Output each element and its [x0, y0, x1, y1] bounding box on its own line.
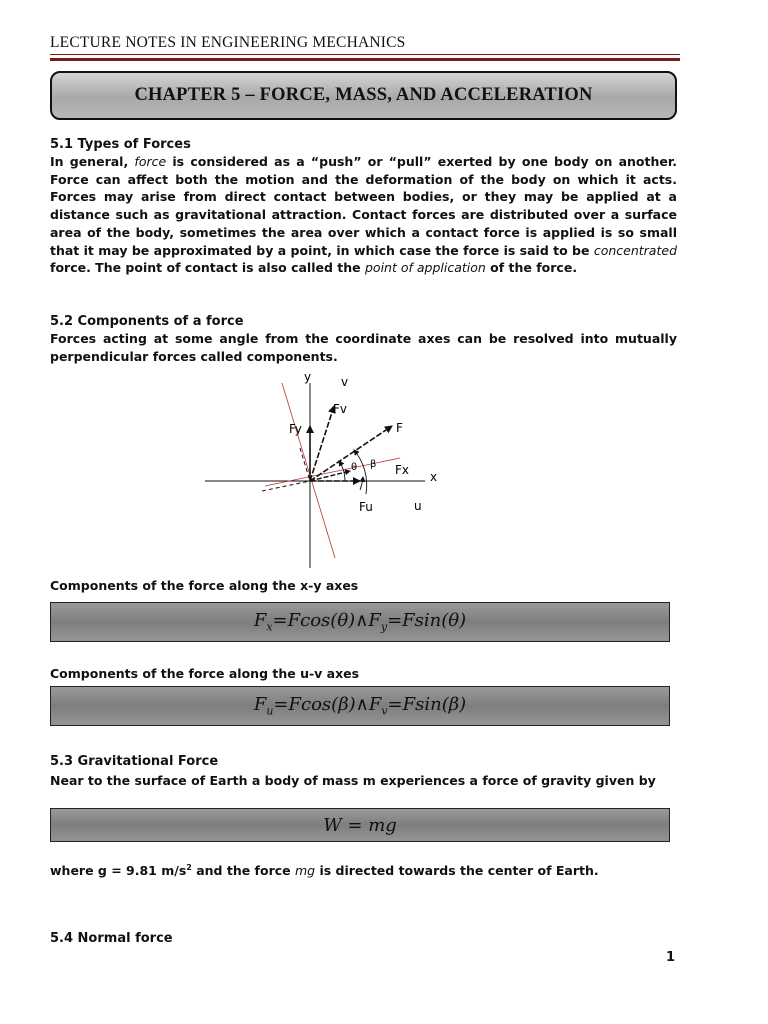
section-5-2-paragraph: Forces acting at some angle from the coordinate axes can be resolved into mutually perpendicular forces called components.	[50, 331, 677, 364]
equation-weight-box	[50, 808, 670, 842]
theta-arc	[339, 461, 345, 481]
label-fx: Fx	[395, 463, 410, 477]
section-5-1-paragraph	[50, 153, 677, 277]
section-5-1-heading: 5.1 Types of Forces	[50, 137, 191, 152]
page-number: 1	[666, 950, 676, 965]
label-f: F	[396, 421, 403, 435]
p1-force-term: force	[134, 154, 167, 169]
running-header: LECTURE NOTES IN ENGINEERING MECHANICS	[50, 34, 406, 51]
label-u: u	[414, 499, 422, 513]
label-x: x	[430, 470, 438, 484]
force-components-diagram	[200, 368, 450, 573]
equation-xy: $F_x=Fcos(\theta)\wedge F_y=Fsin(\theta)$	[253, 610, 467, 634]
chapter-title-box	[50, 71, 677, 120]
xy-components-caption: Components of the force along the x-y axes	[50, 578, 359, 593]
gravity-note: where g = 9.81 $m/s^2$ and the force mg is directed towards the center of Earth.	[50, 863, 599, 879]
p1-end: of the force.	[485, 260, 578, 276]
p1-concentrated-term: concentrated	[593, 242, 677, 258]
force-fv-vector	[310, 406, 334, 481]
p1-point-of-application-term: point of application	[364, 260, 486, 276]
header-rule-thick	[50, 58, 680, 61]
u-axis	[265, 458, 400, 486]
label-theta: θ	[351, 462, 358, 473]
p1-body: is considered as a “push” or “pull” exerted by one body on another. Force can affect both the motion and the deformation of the body on which it acts. Forces may arise from direct contact between bodies, or they may be applied at a distance such as gravitational attraction. Contact forces are distributed over a surface area of the body, sometimes the area over which a contact force is applied is so small that it may be approximated by a point, in which case the force is said to be	[50, 154, 677, 258]
p1-mid: force. The point of contact is also called the	[50, 260, 365, 276]
label-v: v	[341, 375, 349, 389]
equation-weight: W = mg	[323, 814, 397, 836]
chapter-title: CHAPTER 5 – FORCE, MASS, AND ACCELERATION	[134, 85, 593, 105]
section-5-2-heading: 5.2 Components of a force	[50, 314, 244, 329]
header-rule-thin	[50, 54, 680, 55]
label-fy: Fy	[289, 422, 302, 436]
label-fu: Fu	[359, 500, 373, 514]
equation-uv-box	[50, 686, 670, 726]
label-y: y	[304, 370, 312, 384]
p1-start: In general,	[50, 154, 135, 169]
equation-xy-box	[50, 602, 670, 642]
label-beta: β	[370, 459, 377, 470]
uv-components-caption: Components of the force along the u-v axes	[50, 666, 360, 681]
section-5-4-heading: 5.4 Normal force	[50, 931, 173, 946]
label-fv: Fv	[333, 402, 348, 416]
equation-uv: $F_u=Fcos(\beta)\wedge F_v=Fsin(\beta)$	[253, 694, 467, 718]
section-5-3-heading: 5.3 Gravitational Force	[50, 754, 219, 769]
section-5-3-paragraph: Near to the surface of Earth a body of mass m experiences a force of gravity given by	[50, 773, 656, 788]
